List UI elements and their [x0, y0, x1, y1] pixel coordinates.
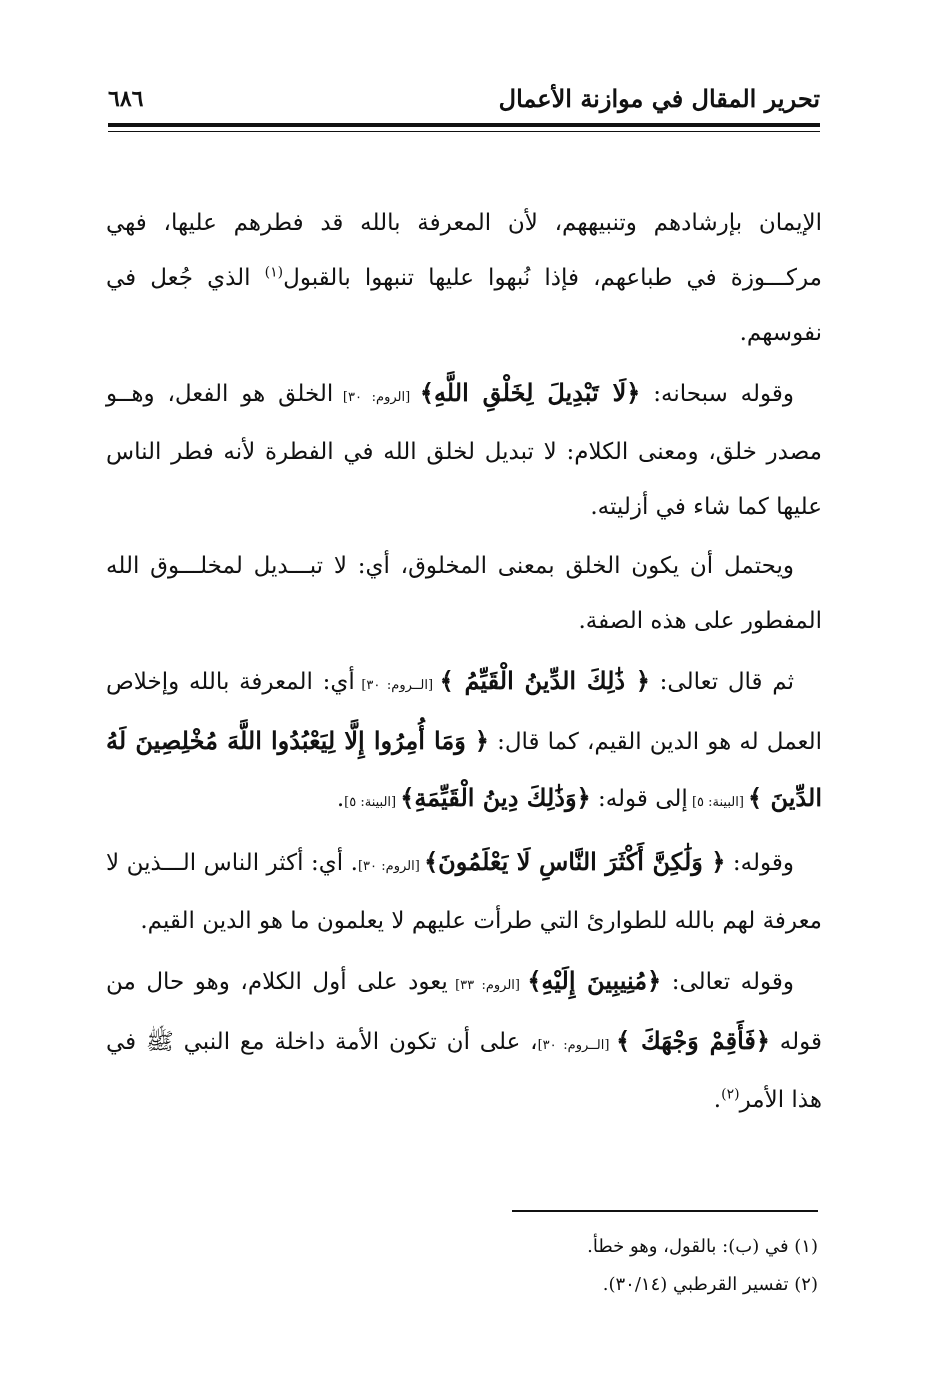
paragraph-2	[106, 365, 822, 535]
paragraph-1	[106, 196, 822, 361]
text: وقوله سبحانه:	[640, 381, 794, 407]
text: أي: المعرفة بالله وإخلاص العمل له هو الدين القيم، كما قال:	[106, 669, 822, 755]
book-title: تحرير المقال في موازنة الأعمال	[498, 84, 820, 113]
sura-reference: [الروم: ٣٣]	[447, 978, 528, 993]
footnote-2: (٢) تفسير القرطبي (٣٠/١٤).	[602, 1274, 818, 1295]
sura-reference: [الروم: ٣٠]	[333, 390, 420, 405]
header-rule-thick	[108, 123, 820, 127]
sura-reference: [الروم: ٣٠]	[357, 859, 425, 874]
sura-reference: [الــروم: ٣٠]	[537, 1038, 617, 1053]
quran-quote: ﴿وَذَٰلِكَ دِينُ الْقَيِّمَةِ﴾	[400, 783, 591, 812]
text: الإيمان بإرشادهم وتنبيههم، لأن المعرفة بالله قد فطرهم عليها، فهي مركـــوزة في طباعهم، فإذا نُبهوا عليها تنبهوا بالقبول	[106, 210, 822, 291]
paragraph-5	[106, 834, 822, 949]
text: ، على أن تكون الأمة داخلة مع النبي ﷺ في هذا الأمر	[106, 1029, 822, 1113]
sura-reference: [البينة: ٥]	[687, 795, 749, 810]
text: .	[713, 1087, 722, 1113]
main-text	[106, 196, 822, 1132]
page-number: ٦٨٦	[108, 86, 144, 112]
paragraph-4	[106, 653, 822, 830]
quran-quote: ﴿ وَلَٰكِنَّ أَكْثَرَ النَّاسِ لَا يَعْلَمُونَ﴾	[424, 847, 726, 876]
sura-reference: [البينة: ٥]	[344, 795, 401, 810]
quran-quote: ﴿فَأَقِمْ وَجْهَكَ ﴾	[616, 1026, 770, 1055]
running-header	[108, 84, 820, 120]
footnote-ref-1[interactable]: (١)	[264, 264, 284, 281]
quran-quote: ﴿ ذَٰلِكَ الدِّينُ الْقَيِّمُ ﴾	[439, 666, 650, 695]
text: الخلق هو الفعل، وهــو مصدر خلق، ومعنى الكلام: لا تبديل لخلق الله في الفطرة لأنه فطر الناس عليها كما شاء في أزليته.	[106, 381, 822, 520]
text: ثم قال تعالى:	[649, 669, 794, 695]
text: . أي: أكثر الناس الـــذين لا معرفة لهم بالله للطوارئ التي طرأت عليهم لا يعلمون ما هو الدين القيم.	[106, 850, 822, 934]
text: وقوله:	[725, 850, 794, 876]
footnote-ref-2[interactable]: (٢)	[721, 1086, 740, 1103]
text: إلى قوله:	[590, 786, 688, 812]
paragraph-6	[106, 953, 822, 1128]
quran-quote: ﴿لَا تَبْدِيلَ لِخَلْقِ اللَّهِ﴾	[419, 378, 641, 407]
text: ويحتمل أن يكون الخلق بمعنى المخلوق، أي: لا تبـــديل لمخلـــوق الله المفطور على هذه الصفة.	[106, 553, 822, 634]
text: الذي جُعل في نفوسهم.	[106, 265, 822, 346]
sura-reference: [الــروم: ٣٠]	[354, 678, 440, 693]
header-rule-thin	[108, 131, 820, 132]
text: وقوله تعالى:	[661, 969, 794, 995]
quran-quote: ﴿ وَمَا أُمِرُوا إِلَّا لِيَعْبُدُوا اللَّهَ مُخْلِصِينَ لَهُ الدِّينَ ﴾	[106, 726, 822, 812]
paragraph-3	[106, 539, 822, 649]
footnote-separator	[512, 1210, 818, 1212]
footnotes	[300, 1228, 818, 1304]
footnote-1: (١) في (ب): بالقول، وهو خطأ.	[587, 1236, 818, 1257]
text: .	[336, 786, 345, 812]
quran-quote: ﴿مُنِيبِينَ إِلَيْهِ﴾	[527, 966, 662, 995]
text: يعود على أول الكلام، وهو حال من قوله	[106, 969, 822, 1055]
